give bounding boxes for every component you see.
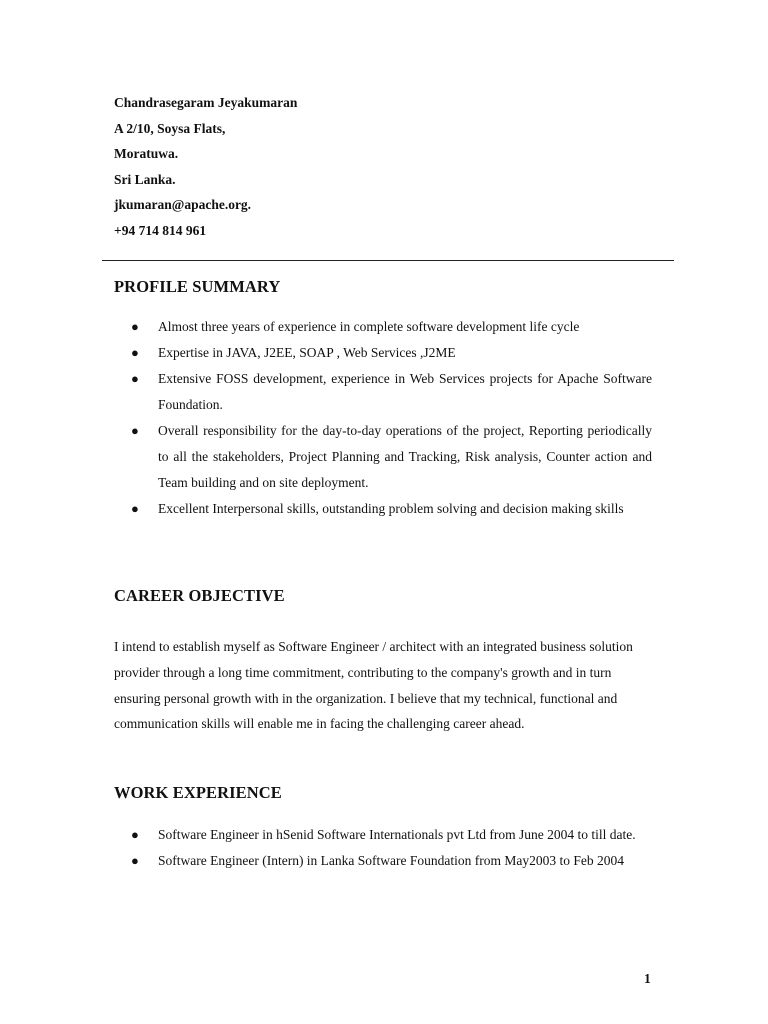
list-item [131,314,652,340]
contact-address-line1: A 2/10, Soysa Flats, [114,120,226,136]
list-item [131,340,652,366]
contact-email: jkumaran@apache.org. [114,197,252,213]
contact-phone: +94 714 814 961 [114,222,207,238]
list-item [131,822,652,848]
career-objective-text: I intend to establish myself as Software Engineer / architect with an integrated business solution provider through a long time commitment, contributing to the company's growth and in turn ensuring personal growth with in the organization. I believe that my technical, functional and communication skills will enable me in facing the challenging career ahead. [114,639,633,732]
career-objective-heading: CAREER OBJECTIVE [114,586,285,605]
list-item-text: Expertise in JAVA, J2EE, SOAP , Web Services ,J2ME [158,345,456,360]
bullet-icon: ● [131,423,139,438]
bullet-icon: ● [131,501,139,516]
list-item-text: Software Engineer in hSenid Software Internationals pvt Ltd from June 2004 to till date. [158,827,636,842]
list-item [131,366,652,418]
list-item-text: Extensive FOSS development, experience in Web Services projects for Apache Software Foundation. [158,371,652,412]
page-number: 1 [644,971,651,986]
list-item-text: Almost three years of experience in complete software development life cycle [158,319,580,334]
list-item [131,496,652,522]
bullet-icon: ● [131,371,139,386]
contact-country: Sri Lanka. [114,171,176,187]
contact-name: Chandrasegaram Jeyakumaran [114,95,298,110]
bullet-icon: ● [131,345,139,360]
list-item-text: Excellent Interpersonal skills, outstanding problem solving and decision making skills [158,501,624,516]
list-item [131,848,652,874]
profile-summary-heading: PROFILE SUMMARY [114,277,281,296]
profile-summary-list [131,314,652,522]
horizontal-divider [102,260,674,261]
contact-block [114,90,297,244]
bullet-icon: ● [131,319,139,334]
work-experience-list [131,822,652,874]
list-item [131,418,652,496]
bullet-icon: ● [131,853,139,868]
list-item-text: Overall responsibility for the day-to-day operations of the project, Reporting periodically to all the stakeholders, Project Planning and Tracking, Risk analysis, Counter action and Team building and on site deployment. [158,423,652,490]
work-experience-heading: WORK EXPERIENCE [114,783,282,802]
list-item-text: Software Engineer (Intern) in Lanka Software Foundation from May2003 to Feb 2004 [158,853,625,868]
contact-address-line2: Moratuwa. [114,146,179,162]
bullet-icon: ● [131,827,139,842]
